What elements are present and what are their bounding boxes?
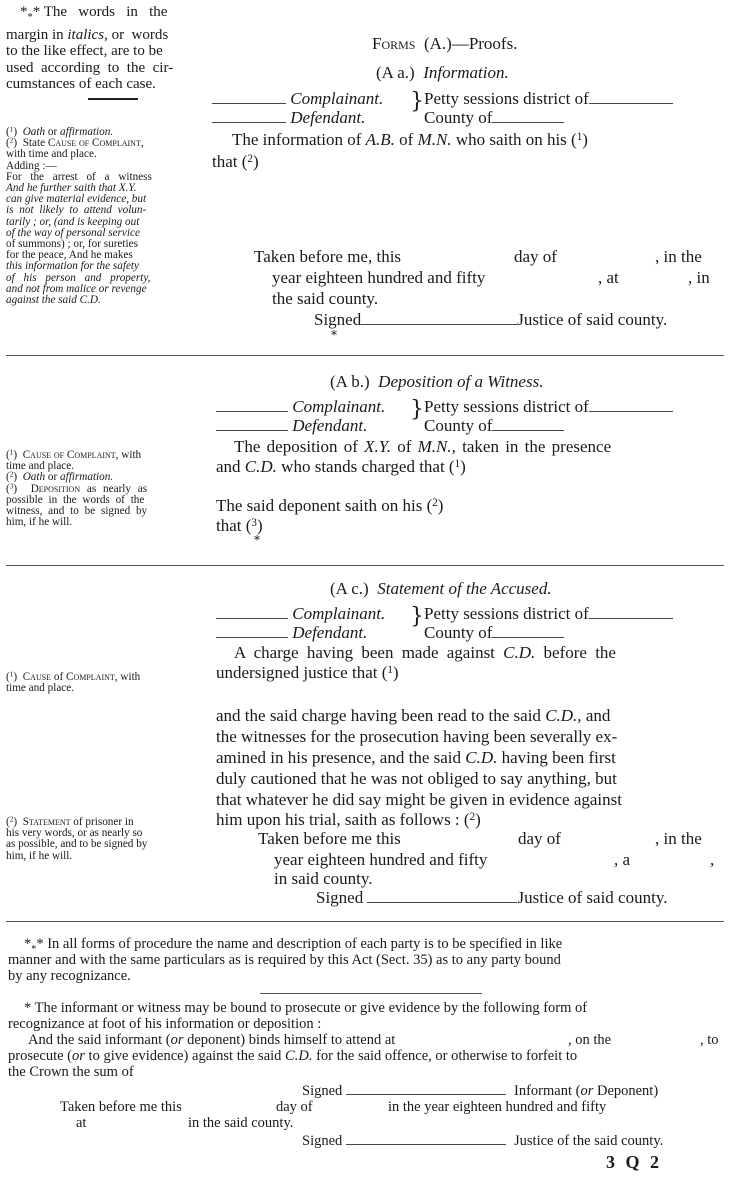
footer-justice-label: Justice of the said county.: [514, 1133, 664, 1149]
form-b-body-line: The deposition of X.Y. of M.N., taken in the presence: [234, 437, 612, 456]
county-blank[interactable]: [492, 430, 564, 431]
form-c-paragraph-line: and the said charge having been read to the said C.D., and: [216, 706, 611, 725]
form-a-taken-line: year eighteen hundred and fifty: [272, 268, 486, 287]
margin-note: for the peace, And he makes: [6, 249, 133, 262]
margin-note: and not from malice or revenge: [6, 282, 147, 295]
form-a-body-line: that ($^2$): [212, 152, 259, 171]
margin-note: as possible, and to be signed by: [6, 838, 148, 851]
form-c-taken-line: , a: [614, 850, 631, 869]
margin-note: ($^1$) Oath or affirmation.: [6, 125, 114, 138]
footer-at-line: in the said county.: [188, 1115, 294, 1131]
form-c-taken-line: day of: [518, 829, 561, 848]
margin-note: ($^3$) Deposition as nearly as: [6, 482, 148, 495]
district-blank[interactable]: [589, 618, 673, 619]
signature-mark: 3 Q 2: [606, 1152, 663, 1172]
footer-taken-line: day of: [276, 1099, 313, 1115]
defendant-blank[interactable]: [216, 637, 288, 638]
form-c-paragraph-line: amined in his presence, and the said C.D. having been first: [216, 748, 616, 767]
form-c-body-line: undersigned justice that ($^1$): [216, 663, 399, 682]
form-b-defendant-row: Defendant.: [216, 416, 367, 436]
margin-intro-note: [6, 4, 208, 93]
footer-taken-line: in the year eighteen hundred and fifty: [388, 1099, 607, 1115]
form-c-signed-line: Signed Justice of said county.: [316, 888, 668, 907]
margin-note: of his person and property,: [6, 271, 151, 284]
margin-intro-line: $*_**$ The words in the: [20, 4, 168, 23]
page-title: Forms (A.)—Proofs.: [372, 34, 518, 53]
complainant-blank[interactable]: [216, 618, 288, 619]
margin-intro-line: cumstances of each case.: [6, 76, 156, 92]
form-a-taken-line: Taken before me, this: [254, 247, 402, 266]
asterisk-icon: *: [254, 533, 260, 547]
margin-note: this information for the safety: [6, 260, 140, 273]
form-c-paragraph-line: that whatever he did say might be given in evidence against: [216, 790, 622, 809]
form-c-paragraph-line: him upon his trial, saith as follows : ($^2$): [216, 810, 481, 829]
form-a-complainant-row: Complainant.: [212, 89, 383, 109]
brace-icon: }: [410, 89, 424, 114]
section-divider: [6, 565, 724, 566]
recognizance-line: , to: [700, 1032, 719, 1048]
signature-blank[interactable]: [346, 1094, 506, 1095]
form-c-taken-line: year eighteen hundred and fifty: [274, 850, 488, 869]
margin-note: time and place.: [6, 682, 75, 695]
margin-note: witness, and to be signed by: [6, 505, 148, 518]
defendant-blank[interactable]: [212, 122, 286, 123]
footer-note-1: $*_**$ In all forms of procedure the name and description of each party is to be specified in like: [24, 936, 563, 955]
complainant-blank[interactable]: [216, 411, 288, 412]
footer-signed-informant: Signed: [302, 1083, 506, 1100]
form-c-district: Petty sessions district of: [424, 604, 673, 624]
recognizance-line: And the said informant (or deponent) binds himself to attend at: [28, 1032, 396, 1048]
form-b-heading: (A b.) Deposition of a Witness.: [330, 372, 544, 391]
form-b-district: Petty sessions district of: [424, 397, 673, 417]
margin-intro-line: used according to the cir-: [6, 59, 174, 76]
form-c-taken-line: Taken before me this: [258, 829, 401, 848]
margin-note: And he further saith that X.Y.: [6, 182, 137, 195]
margin-note: him, if he will.: [6, 516, 73, 529]
form-a-margin-notes: [6, 127, 208, 306]
form-a-heading: (A a.) Information.: [376, 63, 509, 82]
footer-note-2: recognizance at foot of his information or deposition :: [8, 1016, 322, 1032]
margin-note: with time and place.: [6, 148, 97, 161]
asterisk-icon: *: [331, 328, 337, 342]
margin-note: ($^1$) Cause of Complaint, with: [6, 670, 141, 683]
form-a-taken-line: day of: [514, 247, 557, 266]
form-c-margin-note-1: [6, 672, 208, 694]
margin-note: ($^2$) Oath or affirmation.: [6, 471, 114, 484]
complainant-blank[interactable]: [212, 103, 286, 104]
margin-note: him, if he will.: [6, 849, 73, 862]
form-c-paragraph-line: the witnesses for the prosecution having been severally ex-: [216, 727, 618, 746]
form-c-defendant-row: Defendant.: [216, 623, 367, 643]
recognizance-line: prosecute (or to give evidence) against the said C.D. for the said offence, or otherwise to forfeit to: [8, 1048, 578, 1064]
district-blank[interactable]: [589, 411, 673, 412]
footer-signed-justice: Signed: [302, 1133, 506, 1150]
signature-blank[interactable]: [361, 324, 517, 325]
section-divider: [6, 355, 724, 356]
margin-divider: [88, 98, 138, 100]
margin-note: tarily ; or, (and is keeping out: [6, 215, 140, 228]
margin-note: can give material evidence, but: [6, 193, 147, 206]
margin-note: is not likely to attend volun-: [6, 204, 147, 217]
margin-note: Adding :—: [6, 159, 57, 172]
form-c-taken-line: ,: [710, 850, 715, 869]
footer-at-line: at: [76, 1115, 87, 1131]
form-a-taken-line: , in the: [655, 247, 702, 266]
margin-note: of summons) ; or, for sureties: [6, 238, 138, 251]
form-b-complainant-row: Complainant.: [216, 397, 385, 417]
county-blank[interactable]: [492, 637, 564, 638]
margin-intro-line: margin in italics, or words: [6, 26, 169, 43]
form-b-margin-notes: [6, 450, 208, 528]
form-c-paragraph-line: duly cautioned that he was not obliged to say anything, but: [216, 769, 617, 788]
recognizance-line: , on the: [568, 1032, 612, 1048]
form-c-county: County of: [424, 623, 564, 643]
form-a-taken-line: , at: [598, 268, 619, 287]
form-c-heading: (A c.) Statement of the Accused.: [330, 579, 552, 598]
margin-note: time and place.: [6, 460, 75, 473]
form-c-body-line: A charge having been made against C.D. before the: [234, 643, 616, 662]
form-c-taken-line: in said county.: [274, 869, 373, 888]
signature-blank[interactable]: [346, 1144, 506, 1145]
margin-note: ($^2$) State Cause of Complaint,: [6, 136, 144, 150]
form-c-margin-note-2: [6, 817, 208, 862]
margin-note: possible in the words of the: [6, 493, 145, 506]
section-divider: [6, 921, 724, 922]
brace-icon: }: [410, 604, 424, 629]
form-a-body-line: The information of A.B. of M.N. who saith on his ($^1$): [232, 130, 588, 149]
form-a-taken-line: the said county.: [272, 289, 379, 308]
footer-note-1: by any recognizance.: [8, 968, 131, 984]
recognizance-line: the Crown the sum of: [8, 1064, 134, 1080]
form-b-county: County of: [424, 416, 564, 436]
brace-icon: }: [410, 397, 424, 422]
footer-note-2: * The informant or witness may be bound to prosecute or give evidence by the following form of: [24, 1000, 588, 1016]
form-b-body-line: The said deponent saith on his ($^2$): [216, 496, 444, 515]
form-a-county: County of: [424, 108, 564, 128]
margin-note: ($^1$) Cause of Complaint, with: [6, 448, 142, 461]
form-c-taken-line: , in the: [655, 829, 702, 848]
margin-note: his very words, or as nearly so: [6, 827, 143, 840]
form-a-taken-line: , in: [688, 268, 710, 287]
district-blank[interactable]: [589, 103, 673, 104]
margin-note: against the said C.D.: [6, 294, 101, 307]
footer-divider: [260, 993, 482, 994]
form-a-defendant-row: Defendant.: [212, 108, 365, 128]
margin-note: of the way of personal service: [6, 226, 140, 239]
margin-note: ($^2$) Statement of prisoner in: [6, 815, 134, 828]
margin-intro-line: to the like effect, are to be: [6, 43, 163, 59]
form-b-body-line: that ($^3$): [216, 516, 263, 535]
form-c-complainant-row: Complainant.: [216, 604, 385, 624]
form-a-signed-line: Signed Justice of said county.: [314, 310, 668, 329]
form-b-body-line: and C.D. who stands charged that ($^1$): [216, 457, 466, 476]
footer-note-1: manner and with the same particulars as is required by this Act (Sect. 35) as to any party bound: [8, 952, 561, 968]
form-a-district: Petty sessions district of: [424, 89, 673, 109]
margin-note: For the arrest of a witness: [6, 170, 152, 183]
footer-informant-label: Informant (or Deponent): [514, 1083, 659, 1099]
county-blank[interactable]: [492, 122, 564, 123]
signature-blank[interactable]: [367, 902, 517, 903]
footer-taken-line: Taken before me this: [60, 1099, 182, 1115]
defendant-blank[interactable]: [216, 430, 288, 431]
